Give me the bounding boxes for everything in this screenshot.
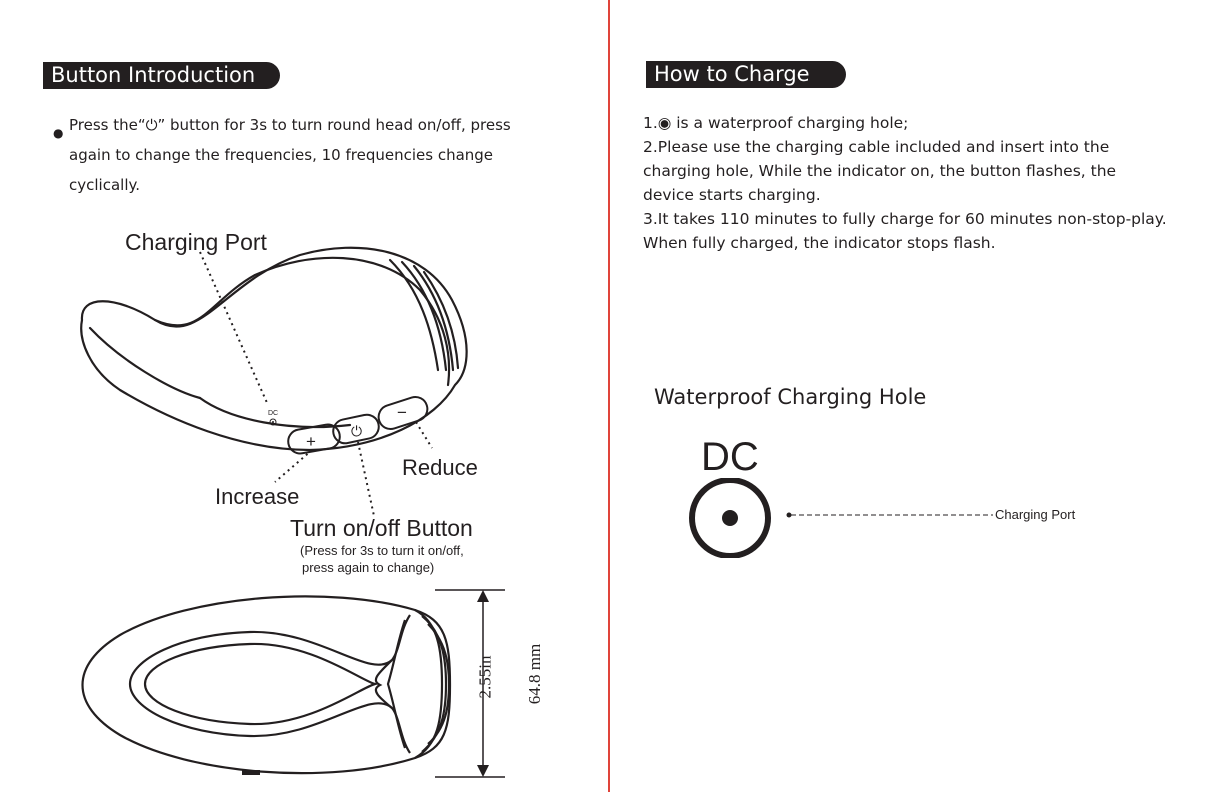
dc-mark-small: DC bbox=[268, 410, 279, 417]
label-charging-port: Charging Port bbox=[125, 229, 267, 255]
dimension-mm: 64.8 mm bbox=[525, 643, 545, 705]
charging-port-label: Charging Port bbox=[995, 507, 1076, 522]
label-power-button: Turn on/off Button bbox=[290, 515, 473, 541]
dimension-inches: 2.55in bbox=[475, 655, 495, 699]
step-2-line2: charging hole, While the indicator on, the button flashes, the bbox=[643, 162, 1117, 180]
step-3-line1: 3.It takes 110 minutes to fully charge for 60 minutes non-stop-play. bbox=[643, 210, 1167, 228]
bullet-text-line3: cyclically. bbox=[69, 176, 140, 194]
charging-hole-diagram bbox=[685, 478, 1005, 558]
step-2-line3: device starts charging. bbox=[643, 186, 821, 204]
section-title-button-introduction: Button Introduction bbox=[43, 62, 280, 89]
step-1: 1.◉ is a waterproof charging hole; bbox=[643, 114, 909, 132]
bullet-dot-icon: ● bbox=[53, 126, 64, 140]
section-title-how-to-charge: How to Charge bbox=[646, 61, 846, 88]
bullet-text-line2: again to change the frequencies, 10 frequencies change bbox=[69, 146, 494, 164]
label-power-note-1: (Press for 3s to turn it on/off, bbox=[300, 543, 464, 558]
minus-symbol: − bbox=[397, 403, 407, 422]
label-increase: Increase bbox=[215, 484, 300, 509]
charging-steps bbox=[643, 111, 1203, 255]
dc-large-label: DC bbox=[701, 435, 759, 479]
label-reduce: Reduce bbox=[402, 455, 478, 480]
power-symbol-icon: ⏻ bbox=[351, 423, 363, 439]
label-power-note-2: press again to change) bbox=[302, 560, 435, 575]
waterproof-hole-title: Waterproof Charging Hole bbox=[654, 385, 927, 409]
plus-symbol: + bbox=[306, 432, 316, 451]
bullet-text-line1: Press the“⏻” button for 3s to turn round head on/off, press bbox=[69, 116, 511, 134]
step-2-line1: 2.Please use the charging cable included and insert into the bbox=[643, 138, 1110, 156]
column-divider bbox=[608, 0, 610, 792]
step-3-line2: When fully charged, the indicator stops flash. bbox=[643, 234, 996, 252]
device-top-illustration bbox=[70, 580, 580, 785]
